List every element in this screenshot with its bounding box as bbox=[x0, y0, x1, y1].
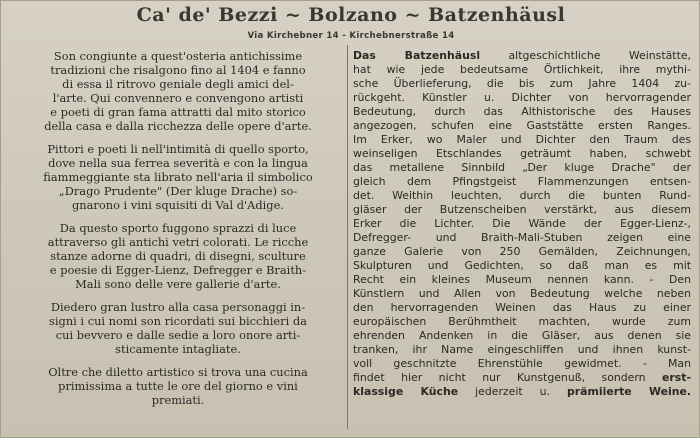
german-text: den hervorragenden Weinen das Haus zu einer bbox=[353, 301, 691, 314]
german-text: Bedeutung, durch das Althistorische des Hauses bbox=[353, 105, 691, 118]
paragraph-gap bbox=[13, 212, 343, 221]
german-text: rückgeht. Künstler u. Dichter von hervorragender bbox=[353, 91, 691, 104]
italian-text-line: l'arte. Qui convennero e convengono artisti bbox=[52, 91, 304, 105]
german-bold-text: prämiierte Weine. bbox=[566, 385, 691, 398]
german-text-line bbox=[353, 287, 691, 301]
german-text-line bbox=[353, 329, 691, 343]
german-text: ehrenden Andenken in die Gläser, aus denen sie bbox=[353, 329, 691, 342]
german-text: sche Überlieferung, die bis zum Jahre 1404 zu- bbox=[353, 77, 691, 90]
german-text-line bbox=[353, 203, 691, 217]
italian-text-line: della casa e dalla ricchezza delle opere d'arte. bbox=[44, 119, 312, 133]
italian-text-line: fiammeggiante sta librato nell'aria il simbolico bbox=[43, 170, 313, 184]
german-text: europäischen Berühmtheit machten, wurde zum bbox=[353, 315, 691, 328]
german-bold-text: Das Batzenhäusl bbox=[353, 49, 481, 62]
italian-text-line: Son congiunte a quest'osteria antichissime bbox=[53, 49, 303, 63]
german-text: Im Erker, wo Maler und Dichter den Traum des bbox=[353, 133, 691, 146]
german-text-line bbox=[353, 91, 691, 105]
italian-text-line: primissima a tutte le ore del giorno e vini bbox=[58, 379, 298, 393]
italian-text-line: signi i cui nomi son ricordati sui bicchieri da bbox=[49, 314, 307, 328]
italian-text-line: di essa il ritrovo geniale degli amici del- bbox=[62, 77, 294, 91]
german-text-line bbox=[353, 273, 691, 287]
card-title: Ca' de' Bezzi ~ Bolzano ~ Batzenhäusl bbox=[136, 4, 566, 26]
german-text: Skulpturen und Gedichten, so daß man es mit bbox=[353, 259, 691, 272]
italian-text-line: cui bevvero e dalle sedie a loro onore arti- bbox=[55, 328, 301, 342]
italian-text-line: sticamente intagliate. bbox=[115, 342, 241, 356]
german-text: altgeschichtliche Weinstätte, bbox=[480, 49, 691, 62]
german-text-line bbox=[353, 63, 691, 77]
italian-text-line: attraverso gli antichi vetri colorati. Le ricche bbox=[47, 235, 309, 249]
german-text: findet hier nicht nur Kunstgenuß, sondern bbox=[353, 371, 663, 384]
german-text-line bbox=[353, 77, 691, 91]
german-text: gleich dem Pfingstgeist Flammenzungen entsen- bbox=[353, 175, 691, 188]
italian-text-line: dove nella sua ferrea severità e con la lingua bbox=[48, 156, 308, 170]
german-text-line bbox=[353, 371, 691, 385]
german-text-line bbox=[353, 259, 691, 273]
paragraph-gap bbox=[13, 356, 343, 365]
german-text: Recht ein kleines Museum nennen kann. - Den bbox=[353, 273, 691, 286]
german-text-column bbox=[353, 49, 691, 399]
german-text-line bbox=[353, 175, 691, 189]
paragraph-gap bbox=[13, 133, 343, 142]
german-text: tranken, ihr Name eingeschliffen und ihnen kunst- bbox=[353, 343, 691, 356]
german-text: ganze Galerie von 250 Gemälden, Zeichnungen, bbox=[353, 245, 691, 258]
german-text: angezogen, schufen eine Gaststätte ersten Ranges. bbox=[353, 119, 691, 132]
paragraph-gap bbox=[13, 291, 343, 300]
italian-text-line: Oltre che diletto artistico si trova una cucina bbox=[48, 365, 308, 379]
german-text: jederzeit u. bbox=[458, 385, 567, 398]
german-text: weinseligen Etschlandes geträumt haben, schwebt bbox=[353, 147, 691, 160]
german-text-line bbox=[353, 161, 691, 175]
italian-text-line: Mali sono delle vere gallerie d'arte. bbox=[75, 277, 281, 291]
german-text: Künstlern und Allen von Bedeutung welche neben bbox=[353, 287, 691, 300]
italian-text-line: Da questo sporto fuggono sprazzi di luce bbox=[59, 221, 297, 235]
street-address: Via Kirchebner 14 - Kirchebnerstraße 14 bbox=[247, 31, 455, 41]
german-text-line bbox=[353, 357, 691, 371]
italian-text-line: premiati. bbox=[151, 393, 205, 407]
italian-text-column bbox=[13, 49, 343, 407]
german-text-line bbox=[353, 133, 691, 147]
italian-text-line: e poesie di Egger-Lienz, Defregger e Braith- bbox=[49, 263, 307, 277]
german-text: Defregger- und Braith-Mali-Stuben zeigen eine bbox=[353, 231, 691, 244]
italian-text-line: stanze adorne di quadri, di disegni, sculture bbox=[50, 249, 306, 263]
german-text: Erker die Lichter. Die Wände der Egger-Lienz-, bbox=[353, 217, 691, 230]
italian-text-line: Diedero gran lustro alla casa personaggi in- bbox=[50, 300, 306, 314]
column-divider bbox=[347, 45, 348, 429]
german-text-line bbox=[353, 105, 691, 119]
italian-text-line: gnarono i vini squisiti di Val d'Adige. bbox=[72, 198, 284, 212]
german-text-line bbox=[353, 385, 691, 399]
german-text-line bbox=[353, 119, 691, 133]
german-text-line bbox=[353, 245, 691, 259]
german-text: hat wie jede bedeutsame Örtlichkeit, ihre mythi- bbox=[353, 63, 691, 76]
german-bold-text: klassige Küche bbox=[353, 385, 459, 398]
german-text-line bbox=[353, 217, 691, 231]
german-text-line bbox=[353, 315, 691, 329]
italian-text-line: e poeti di gran fama attratti dal mito storico bbox=[50, 105, 306, 119]
german-text-line bbox=[353, 301, 691, 315]
italian-text-line: tradizioni che risalgono fino al 1404 e fanno bbox=[50, 63, 306, 77]
german-text: voll geschnitzte Ehrenstühle gewidmet. - Man bbox=[353, 357, 691, 370]
german-text-line bbox=[353, 189, 691, 203]
german-text-line bbox=[353, 49, 691, 63]
italian-text-line: Pittori e poeti li nell'intimità di quello sporto, bbox=[47, 142, 309, 156]
german-text: det. Weithin leuchten, durch die bunten Rund- bbox=[353, 189, 691, 202]
german-text-line bbox=[353, 231, 691, 245]
german-bold-text: erst- bbox=[662, 371, 691, 384]
german-text-line bbox=[353, 147, 691, 161]
german-text: gläser der Butzenscheiben verstärkt, aus diesem bbox=[353, 203, 691, 216]
italian-text-line: „Drago Prudente" (Der kluge Drache) so- bbox=[58, 184, 298, 198]
german-text-line bbox=[353, 343, 691, 357]
german-text: das metallene Sinnbild „Der kluge Drache" der bbox=[353, 161, 691, 174]
